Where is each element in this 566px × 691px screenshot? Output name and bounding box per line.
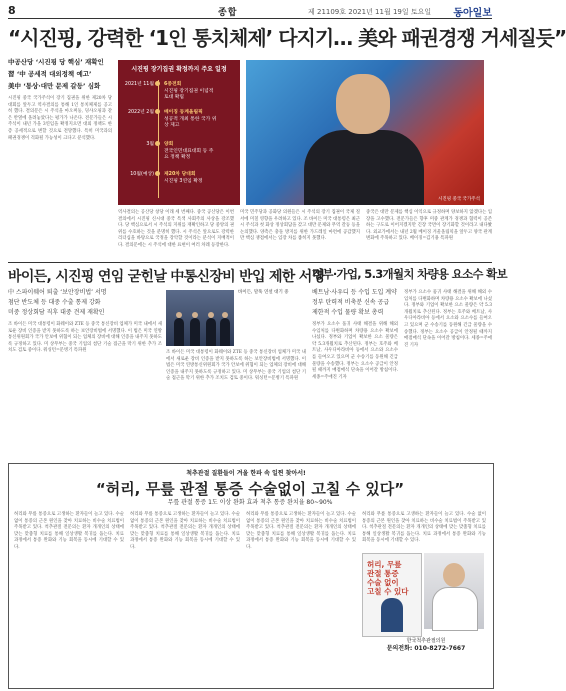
ad-body-col1: 허리와 무릎 통증으로 고생하는 환자들이 늘고 있다. 수술 없이 통증의 근본 원인을 찾아 치료하는 비수술 치료법이 주목받고 있다. 척추관절 전문의는 환자 개개인의 상태에 맞는 맞춤형 치료를 통해 일상생활 복귀를 돕는다. 치료 과정에서 통증 완화와 기능 회복을 동시에 기대할 수 있다. bbox=[14, 512, 124, 550]
main-headline: “시진핑, 강력한 ‘1인 통치체제’ 다지기… 美와 패권경쟁 거세질듯” bbox=[8, 26, 566, 50]
ad-top-line: 척추관절 질환들이 겨울 한파 속 일찐 찾아서! bbox=[186, 470, 306, 477]
ad-body-col3: 허리와 무릎 통증으로 고생하는 환자들이 늘고 있다. 수술 없이 통증의 근본 원인을 찾아 치료하는 비수술 치료법이 주목받고 있다. 척추관절 전문의는 환자 개개인의 상태에 맞는 맞춤형 치료를 통해 일상생활 복귀를 돕는다. 치료 과정에서 통증 완화와 기능 회복을 동시에 기대할 수 있다. bbox=[246, 512, 356, 550]
photo-caption: 시진핑 중국 국가주석 bbox=[438, 197, 480, 202]
timeline-event: 베이징 동계올림픽 bbox=[164, 110, 203, 115]
timeline-date: 2022년 2월 bbox=[127, 110, 154, 115]
doctor-photo bbox=[424, 553, 484, 629]
timeline-dot bbox=[155, 109, 160, 114]
book-cover bbox=[362, 553, 422, 637]
photo-figure-face bbox=[336, 74, 390, 134]
timeline-date: 2021년 11월 bbox=[124, 82, 154, 87]
page-header bbox=[8, 4, 492, 19]
timeline-line bbox=[158, 80, 159, 198]
story3-headline: 정부·가업, 5.3개월치 차량용 요소수 확보 bbox=[312, 267, 507, 281]
timeline-event: 제20차 당대회 bbox=[164, 172, 196, 177]
story2-photo-caption: 바이든, 말뚝 연설 대기 중 bbox=[238, 290, 289, 295]
photo-person bbox=[220, 318, 230, 346]
book-title bbox=[367, 560, 408, 596]
book-title-line: 고칠 수 있다 bbox=[367, 587, 409, 596]
lead-subhead: 美中 ‘통상·대만 문제 갈등’ 심화 bbox=[8, 82, 101, 90]
timeline-date: 3월 bbox=[146, 142, 154, 147]
story2-subhead: 첨단 반도체 등 대중 수출 통제 강화 bbox=[8, 299, 101, 306]
ad-title: “허리, 무릎 관절 통증 수술없이 고칠 수 있다” bbox=[95, 480, 405, 498]
photo-figure-body bbox=[304, 130, 424, 205]
book-figure bbox=[381, 598, 403, 632]
clinic-info bbox=[364, 638, 488, 652]
story2-body: 조 바이든 미국 대통령이 화웨이와 ZTE 등 중국 통신장비 업체가 미국 내에서 새로운 장비 인증을 받지 못하도록 하는 보안장비법에 서명했다. 이 법은 미국 연방통신위원회가 국가 안보에 위협이 되는 업체의 장비에 대해 인증을 내주지 못하도록 규정하고 있다. 미 상무부는 중국 기업의 첨단 기술 접근을 막기 위한 추가 조치도 검토 중이다. 워싱턴=문병기 특파원 bbox=[8, 322, 162, 354]
story2-body-cont: 조 바이든 미국 대통령이 화웨이와 ZTE 등 중국 통신장비 업체가 미국 내에서 새로운 장비 인증을 받지 못하도록 하는 보안장비법에 서명했다. 이 법은 미국 연방통신위원회가 국가 안보에 위협이 되는 업체의 장비에 대해 인증을 내주지 못하도록 규정하고 있다. 미 상무부는 중국 기업의 첨단 기술 접근을 막기 위한 추가 조치도 검토 중이다. 워싱턴=문병기 특파원 bbox=[166, 350, 306, 382]
timeline-dot bbox=[155, 141, 160, 146]
page-number: 8 bbox=[8, 4, 16, 17]
lead-subhead: 中공산당 ‘시진핑 당 핵심’ 재확인 bbox=[8, 58, 104, 66]
timeline-dot bbox=[155, 171, 160, 176]
timeline-desc: 시진핑 3연임 확정 bbox=[164, 179, 203, 184]
story2-subhead: 미중 정상회담 직후 대중 견제 재확인 bbox=[8, 309, 105, 316]
story2-subheads bbox=[8, 288, 162, 318]
lead-subhead: 習 ‘中 공세적 대외정책 예고’ bbox=[8, 70, 92, 78]
newspaper-logo: 동아일보 bbox=[453, 8, 492, 19]
book-title-line: 허리, 무릎 bbox=[367, 560, 402, 569]
lead-column-3: 미국 민주당과 공화당 의원들은 시 주석의 장기 집권이 국제 질서에 미칠 영향을 우려하고 있다. 조 바이든 미국 대통령은 최근 시 주석과 첫 화상 정상회담을 갖고 대만 문제와 무역 갈등 등을 논의했다. 양측은 충돌 방지를 위한 가드레일 마련에 공감했지만 핵심 쟁점에서는 입장 차를 좁히지 못했다. bbox=[240, 210, 360, 242]
clinic-name: 한국척추관절의원 bbox=[406, 638, 446, 644]
timeline-event: 6중전회 bbox=[164, 82, 182, 87]
timeline-event: 양회 bbox=[164, 142, 174, 147]
story3-subhead: 제한적 수입 물량 확보 총력 bbox=[312, 309, 384, 316]
doctor-head bbox=[443, 563, 465, 587]
story3-subhead: 정부 탄력적 비축분 신속 공급 bbox=[312, 299, 390, 306]
story2-headline: 바이든, 시진핑 연임 굳힌날 中통신장비 반입 제한 서명 bbox=[8, 269, 325, 285]
section-label: 종합 bbox=[218, 8, 238, 18]
timeline-desc: 성공적 개최 통한 국가 위상 제고 bbox=[164, 117, 217, 128]
clinic-phone: 문의전화: 010-8272-7667 bbox=[386, 645, 466, 652]
story3-body-1: 정부가 요소수 품귀 사태 해결을 위해 해외 수입처를 다변화하며 차량용 요소수 확보에 나섰다. 정부와 기업이 확보한 요소 물량은 약 5.3개월치로 추산된다. 정부는 호주와 베트남, 사우디아라비아 등에서 요소와 요소수를 들여오고 있으며 군 수송기를 동원해 긴급 물량을 수송했다. 정부는 요소수 공급이 안정될 때까지 매점매석 단속을 이어갈 방침이다. 세종=주애진 기자 bbox=[312, 322, 398, 380]
biden-photo bbox=[166, 290, 234, 346]
book-title-line: 관절 통증 bbox=[367, 569, 399, 578]
timeline-graphic bbox=[118, 60, 240, 205]
book-title-line: 수술 없이 bbox=[367, 578, 399, 587]
lead-column-2: 역사결의는 공산당 창당 이래 세 번째다. 중국 공산당은 이번 결의에서 시진핑 신시대 중국 특색 사회주의 사상을 강조했다. 당 핵심으로서 시 주석의 지위를 재확인하고 당 중앙의 권위를 수호하는 것을 분명히 했다. 시 주석은 앞으로도 강력한 리더십을 바탕으로 국정을 장악할 것이라는 분석이 지배적이다. 결의문에는 시 주석에 대한 표현이 여러 차례 등장한다. bbox=[118, 210, 234, 248]
story3-body-2: 정부가 요소수 품귀 사태 해결을 위해 해외 수입처를 다변화하며 차량용 요소수 확보에 나섰다. 정부와 기업이 확보한 요소 물량은 약 5.3개월치로 추산된다. 정부는 호주와 베트남, 사우디아라비아 등에서 요소와 요소수를 들여오고 있으며 군 수송기를 동원해 긴급 물량을 수송했다. 정부는 요소수 공급이 안정될 때까지 매점매석 단속을 이어갈 방침이다. 세종=주애진 기자 bbox=[404, 290, 492, 348]
timeline-dot bbox=[155, 81, 160, 86]
story3-subhead: 베트남·사우디 등 수입 도입 계약 bbox=[312, 289, 397, 296]
timeline-desc: 전국인민대표대회 등 주요 정책 확정 bbox=[164, 149, 214, 160]
lead-column-4: 중국은 대만 문제를 핵심 이익으로 규정하며 양보하지 않겠다는 입장을 고수했다. 전문가들은 향후 미중 관계가 경쟁과 협력이 공존하는 구도로 이어지겠지만 긴장 국면이 장기화할 것이라고 내다봤다. 외교가에서는 내년 2월 베이징 겨울올림픽을 앞두고 양국 관계 변화에 주목하고 있다. 베이징=김기용 특파원 bbox=[366, 210, 492, 242]
doctor-coat bbox=[432, 587, 478, 631]
story2-subhead: 中 스파이웨어 퇴출 ‘보안장비법’ 서명 bbox=[8, 289, 107, 296]
lead-subheads bbox=[8, 56, 112, 92]
divider bbox=[8, 262, 492, 263]
ad-subtitle: 무릎 관절 통증 1도 이상 완화 효과 척추 통증 완치율 80~90% bbox=[167, 499, 333, 506]
xi-jinping-photo bbox=[246, 60, 484, 205]
photo-person bbox=[190, 318, 200, 346]
photo-person bbox=[206, 318, 216, 346]
lead-column-1: 시진핑 중국 국가주석이 장기 집권을 위한 제20차 당대회를 앞두고 역사결의를 통해 1인 통치체제를 공고히 했다. 결의문은 시 주석을 마오쩌둥, 덩샤오핑과 같은 반열에 올려놓았다는 평가가 나온다. 전문가들은 시 주석이 내년 가을 3연임을 확정지으면 대외 정책도 한층 공세적으로 변할 것으로 전망했다. 특히 미국과의 패권경쟁이 격화될 가능성이 크다고 분석했다. bbox=[8, 96, 112, 141]
graphic-title: 시진핑 장기집권 확정까지 주요 일정 bbox=[131, 66, 227, 73]
ad-body-col4: 허리와 무릎 통증으로 고생하는 환자들이 늘고 있다. 수술 없이 통증의 근본 원인을 찾아 치료하는 비수술 치료법이 주목받고 있다. 척추관절 전문의는 환자 개개인의 상태에 맞는 맞춤형 치료를 통해 일상생활 복귀를 돕는다. 치료 과정에서 통증 완화와 기능 회복을 동시에 기대할 수 있다. bbox=[362, 512, 486, 544]
photo-person bbox=[174, 318, 184, 346]
timeline-date: 10월(예상) bbox=[130, 172, 154, 177]
timeline-desc: 시진핑 장기집권 이념적 토대 확립 bbox=[164, 89, 214, 100]
ad-body-col2: 허리와 무릎 통증으로 고생하는 환자들이 늘고 있다. 수술 없이 통증의 근본 원인을 찾아 치료하는 비수술 치료법이 주목받고 있다. 척추관절 전문의는 환자 개개인의 상태에 맞는 맞춤형 치료를 통해 일상생활 복귀를 돕는다. 치료 과정에서 통증 완화와 기능 회복을 동시에 기대할 수 있다. bbox=[130, 512, 240, 550]
issue-info: 제 21109호 2021년 11월 19일 토요일 bbox=[308, 8, 432, 16]
